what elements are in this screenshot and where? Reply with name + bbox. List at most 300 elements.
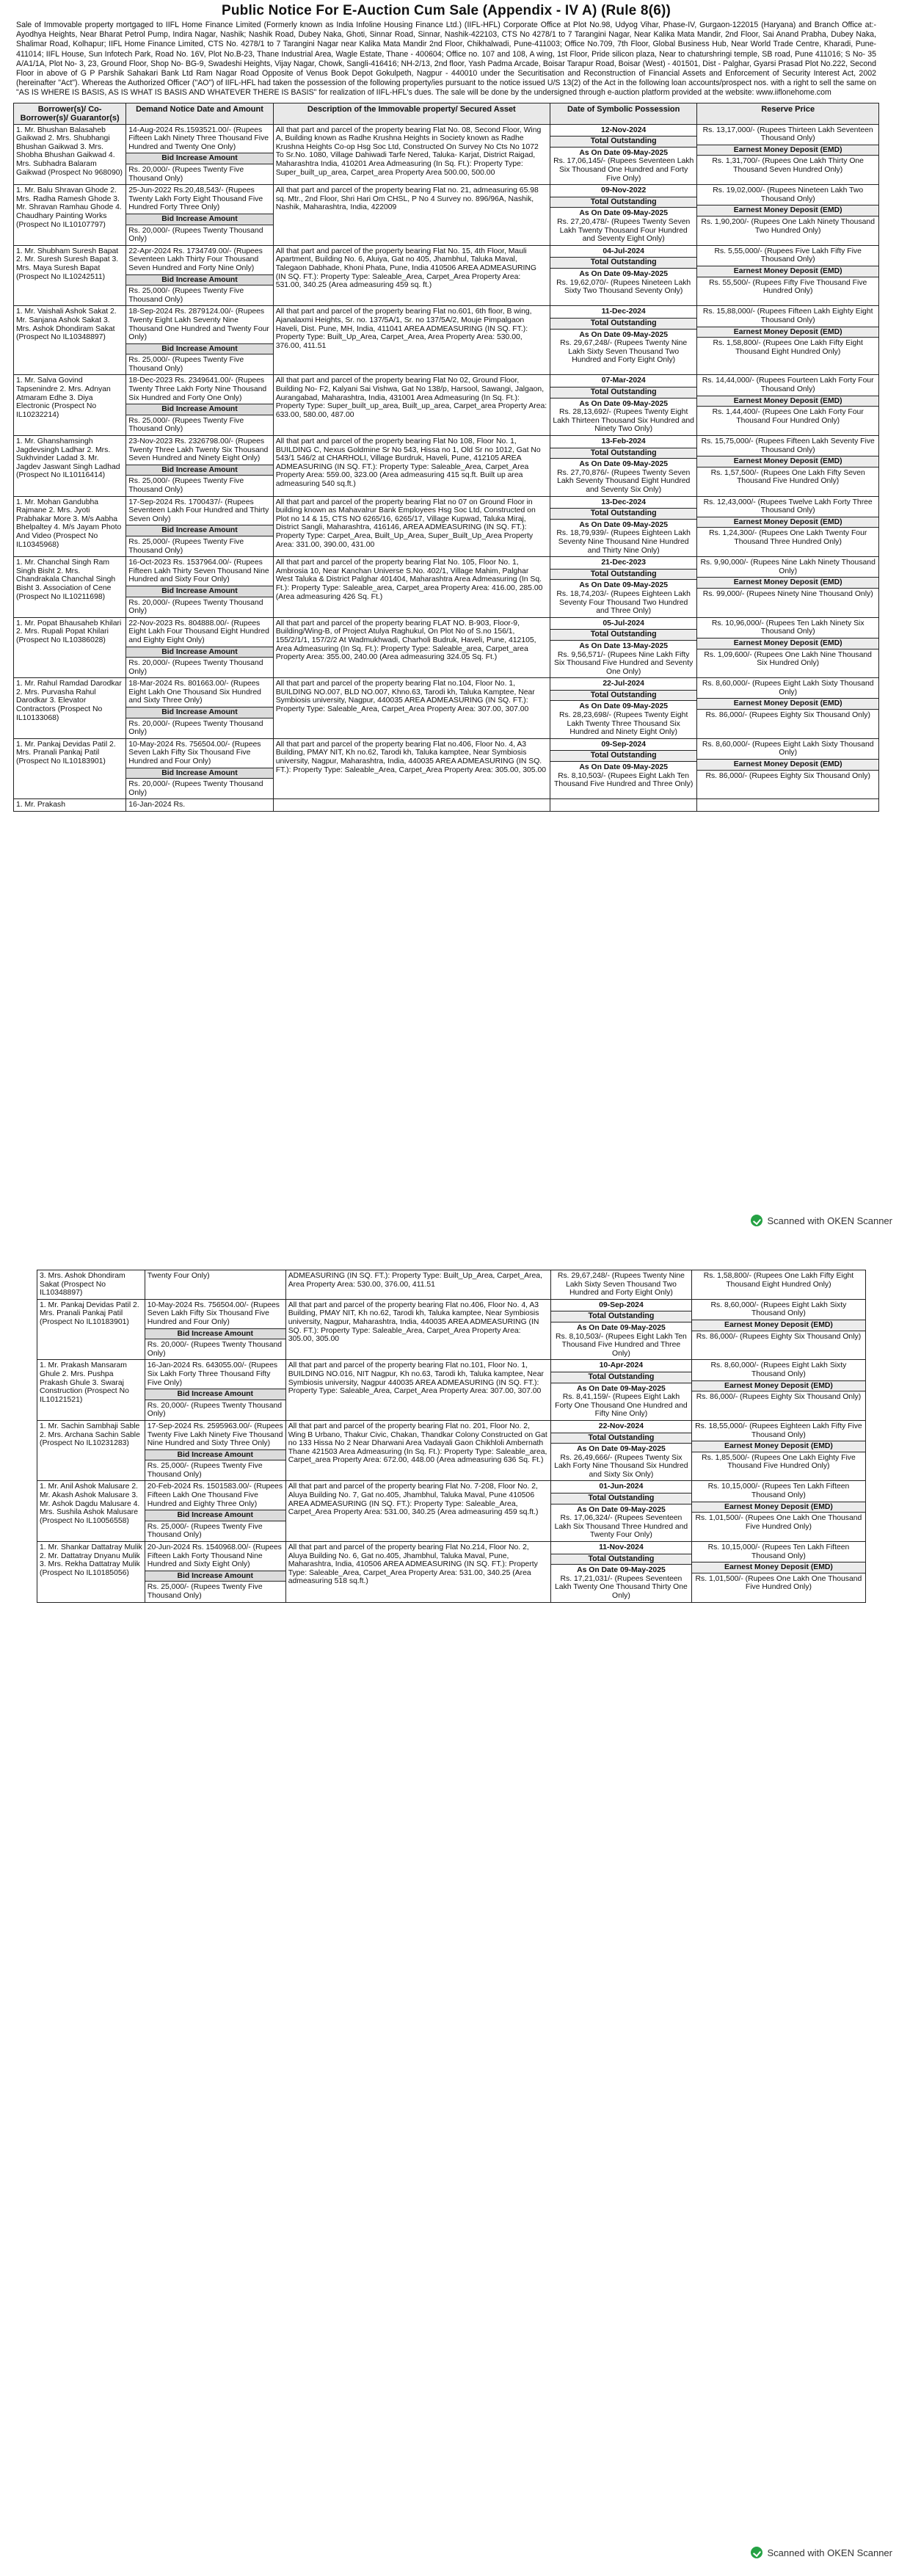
outstanding-amount: Rs. 28,13,692/- (Rupees Twenty Eight Lakh Thirteen Thousand Six Hundred and Ninety Two Only) xyxy=(553,408,694,434)
table-row xyxy=(14,306,879,375)
outstanding-date: As On Date 09-May-2025 xyxy=(577,1505,666,1514)
emd-amount: Rs. 1,31,700/- (Rupees One Lakh Thirty One Thousand Seven Hundred Only) xyxy=(712,157,864,174)
emd-amount: Rs. 86,000/- (Rupees Eighty Six Thousand Only) xyxy=(696,1393,862,1402)
total-outstanding-label: Total Outstanding xyxy=(551,1311,691,1322)
bid-increase-label: Bid Increase Amount xyxy=(126,647,272,658)
demand-notice: 10-May-2024 Rs. 756504.00/- (Rupees Seven Lakh Fifty Six Thousand Five Hundred and Four Only) xyxy=(147,1300,280,1326)
header-reserve: Reserve Price xyxy=(697,103,879,124)
emd-label: Earnest Money Deposit (EMD) xyxy=(697,396,878,407)
outstanding-date: As On Date 09-May-2025 xyxy=(577,1566,666,1575)
emd-amount: Rs. 1,58,800/- (Rupees One Lakh Fifty Eight Thousand Eight Hundred Only) xyxy=(713,339,863,356)
header-demand: Demand Notice Date and Amount xyxy=(126,103,273,124)
bid-increase-amount: Rs. 20,000/- (Rupees Twenty Thousand Only) xyxy=(147,1401,283,1419)
property-description: All that part and parcel of the property bearing Flat No.214, Floor No. 2, Aluya Building No. 6, Gat no.405, Jhambhul, Taluka Maval, Pune, Maharashtra, India, 410506 AREA ADMEASURING (IN SQ. FT.): Property Type: Saleable_Area, Carpet_Area Property Area: 531.00, 340.25 (Area admeasuring 518 sq.ft.) xyxy=(288,1543,538,1586)
table-row xyxy=(37,1299,866,1360)
cell-possession xyxy=(550,557,696,618)
cell-description xyxy=(273,496,550,557)
possession-date: 01-Jun-2024 xyxy=(599,1482,644,1491)
outstanding-amount: Rs. 17,06,324/- (Rupees Seventeen Lakh Six Thousand Three Hundred and Twenty Four Only) xyxy=(554,1514,688,1540)
reserve-price: Rs. 12,43,000/- (Rupees Twelve Lakh Forty Three Thousand Only) xyxy=(703,498,873,515)
bid-increase-amount: Rs. 25,000/- (Rupees Twenty Five Thousand Only) xyxy=(147,1462,263,1479)
property-description: All that part and parcel of the property bearing Flat No. 08, Second Floor, Wing A, Building known as Radhe Krushna Heights in Society known as Radhe Krushna Heights Co-op Hsg Soc Ltd, Constructed On Survey No Cts No 1072 To Sr.No. 1080, Village Dahiwadi Tarfe Nered, Taluka- Karjat, District Raigad, Maharashtra India, 410201 Area Admeasuring (In Sq. Ft.): Property Type: Super_built_up_area, Carpet_area Property Area 500.00, 500.00 xyxy=(275,125,542,177)
emd-label: Earnest Money Deposit (EMD) xyxy=(697,638,878,650)
emd-label: Earnest Money Deposit (EMD) xyxy=(692,1320,865,1331)
demand-notice: 25-Jun-2022 Rs.20,48,543/- (Rupees Twenty Lakh Forty Eight Thousand Five Hundred Forty Three Only) xyxy=(128,186,263,212)
bid-increase-amount: Rs. 25,000/- (Rupees Twenty Five Thousand Only) xyxy=(147,1522,263,1540)
possession-date: 05-Jul-2024 xyxy=(603,619,644,627)
table-body-page-1 xyxy=(14,124,879,811)
total-outstanding-label: Total Outstanding xyxy=(551,1433,691,1444)
emd-label: Earnest Money Deposit (EMD) xyxy=(697,759,878,771)
cell-demand xyxy=(126,306,273,375)
bid-increase-amount: Rs. 25,000/- (Rupees Twenty Five Thousand Only) xyxy=(128,537,244,555)
emd-label: Earnest Money Deposit (EMD) xyxy=(692,1380,865,1392)
cell-description xyxy=(285,1360,550,1421)
possession-date: 11-Nov-2024 xyxy=(599,1543,644,1552)
outstanding-date: As On Date 09-May-2025 xyxy=(579,399,669,408)
cell-borrowers xyxy=(14,557,126,618)
cell-demand xyxy=(145,1360,285,1421)
demand-notice: 16-Oct-2023 Rs. 1537964.00/- (Rupees Fifteen Lakh Thirty Seven Thousand Nine Hundred and Sixty Four Only) xyxy=(128,559,269,584)
emd-amount: Rs. 1,44,400/- (Rupees One Lakh Forty Four Thousand Four Hundred Only) xyxy=(712,408,864,425)
reserve-price: Rs. 10,96,000/- (Rupees Ten Lakh Ninety Six Thousand Only) xyxy=(711,619,864,636)
possession-date: 04-Jul-2024 xyxy=(603,247,644,255)
emd-label: Earnest Money Deposit (EMD) xyxy=(697,205,878,217)
cell-reserve xyxy=(697,678,879,739)
emd-amount: Rs. 55,500/- (Rupees Fifty Five Thousand Five Hundred Only) xyxy=(709,278,867,296)
cell-demand xyxy=(126,124,273,185)
reserve-price: Rs. 19,02,000/- (Rupees Nineteen Lakh Two Thousand Only) xyxy=(713,186,864,203)
cell-borrowers xyxy=(37,1481,145,1542)
cell-possession xyxy=(550,375,696,436)
cell-description xyxy=(273,678,550,739)
demand-notice: 22-Nov-2023 Rs. 804888.00/- (Rupees Eight Lakh Four Thousand Eight Hundred and Eighty Eight Only) xyxy=(128,619,269,644)
outstanding-amount: Rs. 27,20,478/- (Rupees Twenty Seven Lakh Twenty Thousand Four Hundred and Seventy Eight Only) xyxy=(557,217,691,244)
cell-demand xyxy=(126,185,273,246)
cell-borrowers: 1. Mr. Prakash xyxy=(14,799,126,812)
table-row-partial xyxy=(37,1270,866,1300)
cell-reserve xyxy=(697,557,879,618)
total-outstanding-label: Total Outstanding xyxy=(550,690,696,702)
outstanding-amount: Rs. 8,41,159/- (Rupees Eight Lakh Forty One Thousand One Hundred and Fifty Nine Only) xyxy=(555,1393,688,1419)
table-body-page-2 xyxy=(37,1270,866,1603)
cell-reserve xyxy=(697,617,879,678)
bid-increase-amount: Rs. 20,000/- (Rupees Twenty Thousand Only) xyxy=(128,719,263,737)
bid-increase-amount: Rs. 20,000/- (Rupees Twenty Thousand Only) xyxy=(128,226,263,244)
borrower-names: 1. Mr. Popat Bhausaheb Khilari 2. Mrs. Rupali Popat Khilari (Prospect No IL10386028) xyxy=(16,619,122,644)
bid-increase-amount: Rs. 25,000/- (Rupees Twenty Five Thousand Only) xyxy=(128,356,244,373)
total-outstanding-label: Total Outstanding xyxy=(550,448,696,459)
cell-description xyxy=(285,1299,550,1360)
cell-possession xyxy=(550,185,696,246)
property-description: All that part and parcel of the property bearing Flat No. 15, 4th Floor, Mauli Apartment, Building No. 6, Aluiya, Gat no 405, Jhambhul, Taluka Maval, Talegaon Dabhade, Khoni Phata, Pune, India 410506 AREA ADMEASURING (IN SQ. FT.): Property Type: Saleable_Area, Carpet_Area Property Area: 531.00, 340.25 (Area admeasuring 459 sq. ft.) xyxy=(275,247,536,290)
reserve-price: Rs. 14,44,000/- (Rupees Fourteen Lakh Forty Four Thousand Only) xyxy=(702,376,874,394)
notice-sheet xyxy=(13,0,879,812)
borrower-names: 1. Mr. Ghanshamsingh Jagdevsingh Ladhar 2. Mrs. Sukhvinder Ladad 3. Mr. Jagdev Jaswant Singh Ladhad (Prospect No IL10116414) xyxy=(16,437,120,480)
bid-increase-label: Bid Increase Amount xyxy=(145,1571,285,1582)
cell-borrowers xyxy=(14,496,126,557)
emd-amount: Rs. 1,90,200/- (Rupees One Lakh Ninety Thousand Two Hundred Only) xyxy=(701,217,875,235)
total-outstanding-label: Total Outstanding xyxy=(550,318,696,330)
cell-possession xyxy=(550,436,696,497)
bid-increase-label: Bid Increase Amount xyxy=(126,153,272,164)
demand-notice: 23-Nov-2023 Rs. 2326798.00/- (Rupees Twenty Three Lakh Twenty Six Thousand Seven Hundred and Ninety Eight Only) xyxy=(128,437,269,463)
cell-demand xyxy=(126,738,273,799)
outstanding-amount: Rs. 17,21,031/- (Rupees Seventeen Lakh Twenty One Thousand Thirty One Only) xyxy=(555,1574,688,1600)
property-description: All that part and parcel of the property bearing Flat No 02, Ground Floor, Building No- F2, Kalyani Sai Vishwa, Gat No 138/p, Harsool, Sawangi, Jalgaon, Aurangabad, Maharashtra, India, 431001 Area Admeasuring (In Sq. Ft.): Property Type: Super_built_up_area, Built_up_area, Carpet_area Property Area: 633.00, 580.00, 487.00 xyxy=(275,376,547,419)
total-outstanding-label: Total Outstanding xyxy=(550,197,696,208)
cell-description: ADMEASURING (IN SQ. FT.): Property Type: Built_Up_Area, Carpet_Area, Area Property Area: 530.00, 376.00, 411.51 xyxy=(285,1270,550,1300)
table-row xyxy=(14,245,879,306)
possession-date: 13-Feb-2024 xyxy=(601,437,646,446)
cell-demand xyxy=(145,1420,285,1481)
reserve-price: Rs. 8,60,000/- (Rupees Eight Lakh Sixty Thousand Only) xyxy=(702,680,874,696)
cell-borrowers xyxy=(14,738,126,799)
outstanding-amount: Rs. 29,67,248/- (Rupees Twenty Nine Lakh Sixty Seven Thousand Two Hundred and Forty Eight Only) xyxy=(560,339,688,365)
demand-notice: 17-Sep-2024 Rs. 2595963.00/- (Rupees Twenty Five Lakh Ninety Five Thousand Nine Hundred and Sixty Three Only) xyxy=(147,1422,283,1448)
cell-demand xyxy=(126,617,273,678)
cell-demand xyxy=(126,245,273,306)
bid-increase-label: Bid Increase Amount xyxy=(145,1510,285,1521)
borrower-names: 1. Mr. Sachin Sambhaji Sable 2. Mrs. Archana Sachin Sable (Prospect No IL10231283) xyxy=(40,1422,140,1448)
notice-page-1 xyxy=(0,0,910,1240)
check-circle-icon xyxy=(751,2547,762,2558)
scanner-label: Scanned with OKEN Scanner xyxy=(767,1215,892,1226)
cell-demand xyxy=(145,1481,285,1542)
total-outstanding-label: Total Outstanding xyxy=(551,1493,691,1505)
bid-increase-amount: Rs. 20,000/- (Rupees Twenty Thousand Only) xyxy=(147,1341,283,1358)
outstanding-amount: Rs. 26,49,666/- (Rupees Twenty Six Lakh Forty Nine Thousand Six Hundred and Sixty Six Only) xyxy=(554,1453,688,1479)
cell-demand xyxy=(126,496,273,557)
outstanding-date: As On Date 09-May-2025 xyxy=(577,1445,666,1454)
cell-description xyxy=(273,185,550,246)
cell-demand: Twenty Four Only) xyxy=(145,1270,285,1300)
cell-reserve xyxy=(697,124,879,185)
cell-demand xyxy=(145,1299,285,1360)
header-possession: Date of Symbolic Possession xyxy=(550,103,696,124)
cell-reserve xyxy=(697,185,879,246)
page-separator xyxy=(0,1240,910,1270)
possession-date: 09-Sep-2024 xyxy=(599,1300,644,1309)
outstanding-date: As On Date 09-May-2025 xyxy=(579,581,669,590)
cell-demand xyxy=(126,436,273,497)
possession-date: 09-Nov-2022 xyxy=(601,186,647,195)
borrower-names: 1. Mr. Vaishali Ashok Sakat 2. Mr. Sanjana Ashok Sakat 3. Mrs. Ashok Dhondiram Sakat (Prospect No IL10348897) xyxy=(16,308,117,342)
emd-label: Earnest Money Deposit (EMD) xyxy=(697,145,878,156)
emd-label: Earnest Money Deposit (EMD) xyxy=(692,1562,865,1573)
bid-increase-label: Bid Increase Amount xyxy=(126,768,272,779)
reserve-price: Rs. 10,15,000/- (Rupees Ten Lakh Fifteen Thousand Only) xyxy=(707,1482,850,1500)
cell-reserve xyxy=(697,496,879,557)
property-description: All that part and parcel of the property bearing Flat no 07 on Ground Floor in building known as Mahavalrur Bank Employees Hsg Soc Ltd, Constructed on Plot no 14 & 15, CTS NO 6265/16, 6265/17, Village Kupwad, Taluka Miraj, District Sangli, Maharashtra, 416146, AREA ADMEASURING (IN SQ. FT.): Property Type: Carpet_Area, Built_Up_Area, Super_Built_Up_Area Property Area: 331.00, 390.00, 431.00 xyxy=(275,498,536,549)
total-outstanding-label: Total Outstanding xyxy=(550,508,696,520)
table-header-row xyxy=(14,103,879,124)
notice-intro: Sale of Immovable property mortgaged to IIFL Home Finance Limited (Formerly known as India Infoline Housing Finance Ltd.) (IIFL-HFL) Corporate Office at Plot No.98, Udyog Vihar, Phase-IV, Gurgaon-122015 (Haryana) and Branch Office at:- Ayodhya Heights, Near Bharat Petrol Pump, Indira Nagar, Nashik; Nashik Road, Dubey Naka, Ghoti, Sinnar Road, Sinnar, Nashik-422103, CTS No 4278/1 to 7 Tarangini Nagar, Near Kalika Mata Mandir, 2nd Floor, Sai Anand Prabha, Dubey Naka, Shalimar Road, Kolhapur; IIFL Home Finance Limited, CTS No. 4278/1 to 7 Tarangini Nagar near Kalika Mata Mandir 2nd Floor, Chikhalwadi, Pune-411003; Office No.709, 7th Floor, Global Business Hub, Near World Trade Centre, Kharadi, Pune-411014; IIFL House, Sun Infotech Park, Road No. 16V, Plot No.B-23, Thane Industrial Area, Wagle Estate, Thane - 400604; Office no. 107 and 108, A wing, 1st Floor, Pride silicon plaza, Near to chaturshringi temple, SB road, Pune 411016; S No- 35 A/A1/1A, Plot No- 3, 23, Ground Floor, Shop No- BG-9, Swadeshi Heights, Vijay Nagar, Chowk, Sangli-416416; NH-2/13, 2nd floor, Yash Padma Arcade, Boisar Tarapur Road, Boisar (West) - 401501, Dist - Palghar, Gyarsi Prasad Plot No.222, Second Floor in above of G P Parshik Sahakari Bank Ltd Ram Nagar Road Opposite of Venus Book Depot Gokulpeth, Nagpur - 440010 under the Securitisation and Reconstruction of Financial Assets and Enforcement of Security Interest Act, 2002 (hereinafter "Act"). Whereas the Authorized Officer ("AO") of IIFL-HFL had taken the possession of the following property/ies pursuant to the notice issued U/S 13(2) of the Act in the following loan accounts/prospect nos. with a right to sell the same on "AS IS WHERE IS BASIS, AS IS WHAT IS BASIS AND WHATEVER THERE IS BASIS" for realization of IIFL-HFL's dues. The sale will be done by the undersigned through e-auction platform provided at the website: www.iiflonehome.com xyxy=(16,21,877,98)
property-description: All that part and parcel of the property bearing Flat no.101, Floor No. 1, BUILDING NO.016, NIT Nagpur, Kh no.63, Tarodi kh, Taluka kamptee, Near Symbiosis university, Nagpur 440035 AREA ADMEASURING (IN SQ. FT.): Property Type: Saleable_Area, Carpet_Area Property Area: 307.00, 307.00 xyxy=(288,1361,544,1396)
table-row xyxy=(14,375,879,436)
table-row xyxy=(37,1542,866,1603)
table-row-cut xyxy=(14,799,879,812)
bid-increase-amount: Rs. 25,000/- (Rupees Twenty Five Thousand Only) xyxy=(128,287,244,304)
reserve-price: Rs. 15,75,000/- (Rupees Fifteen Lakh Seventy Five Thousand Only) xyxy=(701,437,875,454)
bid-increase-amount: Rs. 20,000/- (Rupees Twenty Thousand Only) xyxy=(128,598,263,616)
outstanding-amount: Rs. 27,70,876/- (Rupees Twenty Seven Lakh Seventy Thousand Eight Hundred and Seventy Six Only) xyxy=(557,468,691,494)
check-circle-icon xyxy=(751,1215,762,1226)
cell-demand xyxy=(145,1542,285,1603)
borrower-names: 1. Mr. Anil Ashok Malusare 2. Mr. Akash Ashok Malusare 3. Mr. Ashok Dagdu Malusare 4. Mrs. Sushila Ashok Malusare (Prospect No IL10056558) xyxy=(40,1482,140,1525)
possession-date: 10-Apr-2024 xyxy=(599,1361,644,1370)
cell-possession xyxy=(550,678,696,739)
cell-reserve xyxy=(691,1360,865,1421)
property-description: All that part and parcel of the property bearing Flat no.406, Floor No. 4, A3 Building, PMAY NIT, Kh no.62, Tarodi kh, Taluka kamptee, Near Symbiosis university, Nagpur, Maharashtra, India, 440035 AREA ADMEASURING (IN SQ. FT.): Property Type: Saleable_Area, Carpet_Area Property Area: 305.00, 305.00 xyxy=(288,1300,539,1344)
bid-increase-amount: Rs. 25,000/- (Rupees Twenty Five Thousand Only) xyxy=(128,477,244,494)
table-row xyxy=(14,436,879,497)
bid-increase-amount: Rs. 25,000/- (Rupees Twenty Five Thousand Only) xyxy=(128,416,244,434)
emd-label: Earnest Money Deposit (EMD) xyxy=(697,577,878,589)
total-outstanding-label: Total Outstanding xyxy=(550,387,696,399)
emd-label: Earnest Money Deposit (EMD) xyxy=(692,1502,865,1513)
possession-date: 22-Jul-2024 xyxy=(603,680,644,688)
emd-amount: Rs. 1,57,500/- (Rupees One Lakh Fifty Seven Thousand Five Hundred Only) xyxy=(710,468,865,486)
emd-label: Earnest Money Deposit (EMD) xyxy=(697,456,878,467)
borrower-names: 1. Mr. Salva Govind Tapsenindre 2. Mrs. Adnyan Atmaram Edhe 3. Diya Electronic (Prospect No IL10232214) xyxy=(16,376,111,419)
cell-borrowers xyxy=(14,124,126,185)
scanner-watermark-2 xyxy=(751,2547,892,2558)
scanner-watermark xyxy=(751,1215,892,1226)
cell-borrowers xyxy=(37,1360,145,1421)
cell-empty xyxy=(550,799,696,812)
cell-description xyxy=(273,375,550,436)
emd-amount: Rs. 1,01,500/- (Rupees One Lakh One Thousand Five Hundred Only) xyxy=(695,1514,862,1531)
possession-date: 21-Dec-2023 xyxy=(601,559,646,567)
emd-amount: Rs. 1,85,500/- (Rupees One Lakh Eighty Five Thousand Five Hundred Only) xyxy=(702,1453,856,1471)
total-outstanding-label: Total Outstanding xyxy=(550,750,696,762)
bid-increase-label: Bid Increase Amount xyxy=(145,1389,285,1400)
total-outstanding-label: Total Outstanding xyxy=(551,1372,691,1383)
outstanding-date: As On Date 09-May-2025 xyxy=(579,209,669,218)
total-outstanding-label: Total Outstanding xyxy=(550,569,696,581)
bid-increase-amount: Rs. 20,000/- (Rupees Twenty Five Thousand Only) xyxy=(128,166,244,183)
auction-table xyxy=(13,103,879,812)
property-description: All that part and parcel of the property bearing Flat no.406, Floor No. 4, A3 Building, PMAY NIT, Kh no.62, Tarodi kh, Taluka kamptee, Near Symbiosis university, Nagpur, Maharashtra, India, 440035 AREA ADMEASURING (IN SQ. FT.): Property Type: Saleable_Area, Carpet_Area Property Area: 305.00, 305.00 xyxy=(275,740,546,774)
cell-empty xyxy=(273,799,550,812)
outstanding-date: As On Date 09-May-2025 xyxy=(577,1323,666,1332)
header-borrowers: Borrower(s)/ Co-Borrower(s)/ Guarantor(s) xyxy=(14,103,126,124)
outstanding-date: As On Date 09-May-2025 xyxy=(579,763,669,772)
table-row xyxy=(14,496,879,557)
notice-sheet-2 xyxy=(37,1270,866,1603)
total-outstanding-label: Total Outstanding xyxy=(550,136,696,148)
outstanding-amount: Rs. 28,23,698/- (Rupees Twenty Eight Lakh Twenty Three Thousand Six Hundred and Ninety Eight Only) xyxy=(558,711,688,737)
property-description: All that part and parcel of the property bearing Flat no.601, 6th floor, B wing, Ajanalaxmi Heights, Sr. no. 137/5A/1, Sr. no 137/5A/2, Mouje Pimpalgaon Haveli, Dist. Pune, MH, India, 411041 AREA ADMEASURING (IN SQ. FT.): Property Type: Built_Up_Area, Carpet_Area, Area Property Area: 530.00, 376.00, 411.51 xyxy=(275,308,532,350)
total-outstanding-label: Total Outstanding xyxy=(550,629,696,641)
cell-reserve xyxy=(691,1299,865,1360)
property-description: All that part and parcel of the property bearing FLAT NO. B-903, Floor-9, Building/Wing-B, of Project Atulya Raghukul, On Plot No of S.no 156/1, 155/2/1/1, 157/2/2 At Wadmukhwadi, Charholi Budruk, Haveli, Pune, 412105, Area Admeasuring (In Sq. Ft.): Property Type: Saleable_area, Carpet_area Property Area: 355.00, 240.00 (Area admeasuring 324.05 Sq. Ft.) xyxy=(275,619,536,662)
reserve-price: Rs. 15,88,000/- (Rupees Fifteen Lakh Eighty Eight Thousand Only) xyxy=(702,308,873,324)
cell-possession xyxy=(550,1481,691,1542)
cell-reserve xyxy=(697,436,879,497)
emd-label: Earnest Money Deposit (EMD) xyxy=(697,266,878,277)
cell-description xyxy=(273,617,550,678)
demand-notice: 22-Apr-2024 Rs. 1734749.00/- (Rupees Seventeen Lakh Thirty Four Thousand Seven Hundred and Forty Nine Only) xyxy=(128,247,263,272)
cell-possession xyxy=(550,245,696,306)
outstanding-date: As On Date 09-May-2025 xyxy=(579,330,669,339)
cell-possession xyxy=(550,1542,691,1603)
emd-label: Earnest Money Deposit (EMD) xyxy=(692,1441,865,1452)
property-description: All that part and parcel of the property bearing Flat No. 7-208, Floor No. 2, Aluya Building No. 7, Gat no.405, Jhambhul, Taluka Maval, Pune 410506 AREA ADMEASURING (IN SQ. FT.): Property Type: Saleable_Area, Carpet_Area Property Area: 531.00, 340.25 (Area admeasuring 459 sq.ft.) xyxy=(288,1482,539,1517)
cell-description xyxy=(273,557,550,618)
reserve-price: Rs. 9,90,000/- (Rupees Nine Lakh Ninety Thousand Only) xyxy=(700,559,876,575)
cell-empty xyxy=(697,799,879,812)
possession-date: 09-Sep-2024 xyxy=(601,740,646,749)
cell-borrowers xyxy=(14,185,126,246)
borrower-names: 1. Mr. Shubham Suresh Bapat 2. Mr. Suresh Suresh Bapat 3. Mrs. Maya Suresh Bapat (Prospect No IL10242511) xyxy=(16,247,119,281)
outstanding-amount: Rs. 8,10,503/- (Rupees Eight Lakh Ten Thousand Five Hundred and Three Only) xyxy=(554,771,694,789)
emd-label: Earnest Money Deposit (EMD) xyxy=(697,698,878,710)
emd-amount: Rs. 1,01,500/- (Rupees One Lakh One Thousand Five Hundred Only) xyxy=(695,1574,862,1592)
borrower-names: 1. Mr. Balu Shravan Ghode 2. Mrs. Radha Ramesh Ghode 3. Mr. Shravan Ramhau Ghode 4. Chaudhary Painting Works (Prospect No IL10107797) xyxy=(16,186,122,229)
borrower-names: 1. Mr. Shankar Dattatray Mulik 2. Mr. Dattatray Dnyanu Mulik 3. Mrs. Rekha Dattatray Mulik (Prospect No IL10185056) xyxy=(40,1543,142,1577)
emd-amount: Rs. 86,000/- (Rupees Eighty Six Thousand Only) xyxy=(705,771,870,780)
outstanding-date: As On Date 09-May-2025 xyxy=(577,1384,666,1393)
bid-increase-label: Bid Increase Amount xyxy=(126,525,272,536)
reserve-price: Rs. 13,17,000/- (Rupees Thirteen Lakh Seventeen Thousand Only) xyxy=(702,125,873,143)
cell-borrowers xyxy=(14,245,126,306)
borrower-names: 1. Mr. Rahul Ramdad Darodkar 2. Mrs. Purvasha Rahul Darodkar 3. Elevator Contractors (Prospect No IL10133068) xyxy=(16,680,122,722)
cell-borrowers: 3. Mrs. Ashok Dhondiram Sakat (Prospect No IL10348897) xyxy=(37,1270,145,1300)
property-description: All that part and parcel of the property bearing Flat No. 105, Floor No. 1, Ambrosia 10, Near Kanchan Universe S.No. 402/1, Village Mahim, Palghar West Taluka & District Palghar 401404, Maharashtra Area Admeasuring (In Sq. Ft.): Property Type: Saleable_area, Carpet_area Property Area: 416.00, 285.00 (Area admeasuring 426 Sq. Ft.) xyxy=(275,559,543,601)
cell-borrowers xyxy=(14,678,126,739)
cell-possession xyxy=(550,1299,691,1360)
possession-date: 13-Dec-2024 xyxy=(601,498,646,506)
property-description: All that part and parcel of the property bearing Flat no.104, Floor No. 1, BUILDING NO.007, BLD NO.007, Khno.63, Tarodi kh, Taluka Kamptee, Near Symbiosis university, Nagpur, 440035 AREA ADMEASURING (IN SQ. FT.): Property Type: Saleable_Area, Carpet_Area Property Area: 307.00, 307.00 xyxy=(275,680,535,714)
borrower-names: 1. Mr. Pankaj Devidas Patil 2. Mrs. Pranali Pankaj Patil (Prospect No IL10183901) xyxy=(40,1300,139,1326)
emd-amount: Rs. 99,000/- (Rupees Ninety Nine Thousand Only) xyxy=(702,589,873,598)
cell-description xyxy=(273,306,550,375)
borrower-names: 1. Mr. Prakash Mansaram Ghule 2. Mrs. Pushpa Prakash Ghule 3. Swaraj Construction (Prospect No IL10121521) xyxy=(40,1361,129,1404)
bid-increase-amount: Rs. 20,000/- (Rupees Twenty Thousand Only) xyxy=(128,780,263,797)
cell-outstanding: Rs. 29,67,248/- (Rupees Twenty Nine Lakh Sixty Seven Thousand Two Hundred and Forty Eight Only) xyxy=(550,1270,691,1300)
outstanding-amount: Rs. 18,79,939/- (Rupees Eighteen Lakh Seventy Nine Thousand Nine Hundred and Thirty Nine Only) xyxy=(556,529,691,555)
demand-notice: 18-Sep-2024 Rs. 2879124.00/- (Rupees Twenty Eight Lakh Seventy Nine Thousand One Hundred and Twenty Four Only) xyxy=(128,308,269,342)
reserve-price: Rs. 8,60,000/- (Rupees Eight Lakh Sixty Thousand Only) xyxy=(702,740,874,757)
cell-description xyxy=(285,1420,550,1481)
demand-notice: 18-Mar-2024 Rs. 801663.00/- (Rupees Eight Lakh One Thousand Six Hundred and Sixty Three Only) xyxy=(128,680,261,705)
property-description: All that part and parcel of the property bearing Flat No 108, Floor No. 1, BUILDING C, Nexus Goldmine Sr No 543, Hissa no 1, Old Sr no 1012, Gat No 543/1 546/2 at CHARHOLI, Village Burdruk, Haveli, Pune, 412105 AREA ADMEASURING (IN SQ. FT.): Property Type: Saleable_Area, Carpet_Area Property Area: 559.00, 323.00 (Area admeasuring 415 sq.ft. Built up area admeasuring 540 sq.ft.) xyxy=(275,437,541,488)
outstanding-amount: Rs. 19,62,070/- (Rupees Nineteen Lakh Sixty Two Thousand Seventy Only) xyxy=(556,278,691,296)
bid-increase-label: Bid Increase Amount xyxy=(126,274,272,286)
cell-reserve xyxy=(691,1481,865,1542)
header-description: Description of the Immovable property/ Secured Asset xyxy=(273,103,550,124)
cell-reserve xyxy=(697,375,879,436)
bid-increase-label: Bid Increase Amount xyxy=(145,1449,285,1461)
bid-increase-label: Bid Increase Amount xyxy=(126,707,272,718)
outstanding-amount: Rs. 17,06,145/- (Rupees Seventeen Lakh Six Thousand One Hundred and Forty Five Only) xyxy=(553,157,694,183)
outstanding-date: As On Date 09-May-2025 xyxy=(579,520,669,529)
cell-description xyxy=(273,738,550,799)
table-row xyxy=(14,124,879,185)
cell-demand xyxy=(126,375,273,436)
bid-increase-label: Bid Increase Amount xyxy=(126,214,272,225)
possession-date: 22-Nov-2024 xyxy=(598,1422,644,1430)
table-row xyxy=(14,617,879,678)
table-row xyxy=(14,678,879,739)
cell-description xyxy=(285,1542,550,1603)
cell-borrowers xyxy=(14,436,126,497)
reserve-price: Rs. 10,15,000/- (Rupees Ten Lakh Fifteen Thousand Only) xyxy=(707,1543,850,1560)
demand-notice: 16-Jan-2024 Rs. 643055.00/- (Rupees Six Lakh Forty Three Thousand Fifty Five Only) xyxy=(147,1361,278,1387)
reserve-price: Rs. 8,60,000/- (Rupees Eight Lakh Sixty Thousand Only) xyxy=(710,1300,847,1318)
property-description: All that part and parcel of the property bearing Flat no. 201, Floor No. 2, Wing B Urbano, Thakur Civic, Chakan, Thandkar Colony Constructed on Gat no 133 Hissa No 2 Near Dharwani Area Vadayali Gaon Chikhloli Ambernath Thane 421503 Area Admeasuring (In Sq. Ft.): Property Type: Saleable_area, Carpet_area Property Area: 672.00, 448.00 (Area admeasuring 636 Sq. Ft.) xyxy=(288,1422,547,1465)
borrower-names: 1. Mr. Pankaj Devidas Patil 2. Mrs. Pranali Pankaj Patil (Prospect No IL10183901) xyxy=(16,740,116,766)
bid-increase-label: Bid Increase Amount xyxy=(145,1328,285,1340)
outstanding-amount: Rs. 9,56,571/- (Rupees Nine Lakh Fifty Six Thousand Five Hundred and Seventy One Only) xyxy=(554,650,694,676)
notice-title: Public Notice For E-Auction Cum Sale (Appendix - IV A) (Rule 8(6)) xyxy=(221,3,671,18)
emd-label: Earnest Money Deposit (EMD) xyxy=(697,327,878,338)
notice-page-2 xyxy=(0,1270,910,2576)
cell-possession xyxy=(550,496,696,557)
outstanding-date: As On Date 13-May-2025 xyxy=(579,641,669,650)
cell-possession xyxy=(550,738,696,799)
demand-notice: 10-May-2024 Rs. 756504.00/- (Rupees Seven Lakh Fifty Six Thousand Five Hundred and Four Only) xyxy=(128,740,261,766)
outstanding-amount: Rs. 18,74,203/- (Rupees Eighteen Lakh Seventy Four Thousand Two Hundred and Three Only) xyxy=(556,589,691,616)
emd-amount: Rs. 86,000/- (Rupees Eighty Six Thousand Only) xyxy=(696,1332,862,1341)
table-row xyxy=(14,185,879,246)
cell-borrowers xyxy=(37,1420,145,1481)
cell-possession xyxy=(550,1360,691,1421)
cell-borrowers xyxy=(14,306,126,375)
emd-label: Earnest Money Deposit (EMD) xyxy=(697,517,878,528)
bid-increase-amount: Rs. 20,000/- (Rupees Twenty Thousand Only) xyxy=(128,659,263,676)
cell-reserve xyxy=(697,306,879,375)
cell-possession xyxy=(550,617,696,678)
possession-date: 07-Mar-2024 xyxy=(601,376,646,385)
cell-description xyxy=(273,436,550,497)
outstanding-date: As On Date 09-May-2025 xyxy=(579,148,669,157)
reserve-price: Rs. 18,55,000/- (Rupees Eighteen Lakh Fifty Five Thousand Only) xyxy=(695,1422,862,1439)
bid-increase-amount: Rs. 25,000/- (Rupees Twenty Five Thousand Only) xyxy=(147,1583,263,1600)
cell-demand: 16-Jan-2024 Rs. xyxy=(126,799,273,812)
cell-borrowers xyxy=(14,617,126,678)
emd-amount: Rs. 86,000/- (Rupees Eighty Six Thousand Only) xyxy=(705,711,870,720)
cell-borrowers xyxy=(37,1542,145,1603)
table-row xyxy=(14,557,879,618)
cell-demand xyxy=(126,557,273,618)
possession-date: 12-Nov-2024 xyxy=(601,125,647,134)
cell-demand xyxy=(126,678,273,739)
total-outstanding-label: Total Outstanding xyxy=(551,1554,691,1565)
borrower-names: 1. Mr. Chanchal Singh Ram Singh Bisht 2. Mrs. Chandrakala Chanchal Singh Bisht 3. Association of Cene (Prospect No IL10211698) xyxy=(16,559,116,601)
table-row xyxy=(14,738,879,799)
cell-description xyxy=(273,245,550,306)
cell-description xyxy=(285,1481,550,1542)
cell-possession xyxy=(550,124,696,185)
bid-increase-label: Bid Increase Amount xyxy=(126,404,272,415)
bid-increase-label: Bid Increase Amount xyxy=(126,343,272,355)
emd-amount: Rs. 1,09,600/- (Rupees One Lakh Nine Thousand Six Hundred Only) xyxy=(704,650,872,668)
cell-borrowers xyxy=(37,1299,145,1360)
auction-table-continued xyxy=(37,1270,866,1603)
total-outstanding-label: Total Outstanding xyxy=(550,257,696,269)
demand-notice: 17-Sep-2024 Rs. 1700437/- (Rupees Seventeen Lakh Four Hundred and Thirty Seven Only) xyxy=(128,498,269,523)
outstanding-date: As On Date 09-May-2025 xyxy=(579,460,669,469)
outstanding-date: As On Date 09-May-2025 xyxy=(579,702,669,711)
demand-notice: 20-Jun-2024 Rs. 1540968.00/- (Rupees Fifteen Lakh Forty Thousand Nine Hundred and Sixty Eight Only) xyxy=(147,1543,282,1569)
demand-notice: 20-Feb-2024 Rs. 1501583.00/- (Rupees Fifteen Lakh One Thousand Five Hundred and Eighty Three Only) xyxy=(147,1482,283,1508)
borrower-names: 1. Mr. Mohan Gandubha Rajmane 2. Mrs. Jyoti Prabhakar More 3. M/s Aabha Bhelpaltey 4. M/s Jayam Photo And Video (Prospect No IL10345968) xyxy=(16,498,122,549)
demand-notice: 18-Dec-2023 Rs. 2349641.00/- (Rupees Twenty Three Lakh Forty Nine Thousand Six Hundred and Forty One Only) xyxy=(128,376,267,402)
property-description: All that part and parcel of the property bearing Flat no. 21, admeasuring 65.98 sq. Mtr., 2nd Floor, Shri Hari Om CHSL, P No 4 Survey no. 896/96A, Nashik, Nashik, Maharashtra, India, 422009 xyxy=(275,186,539,212)
